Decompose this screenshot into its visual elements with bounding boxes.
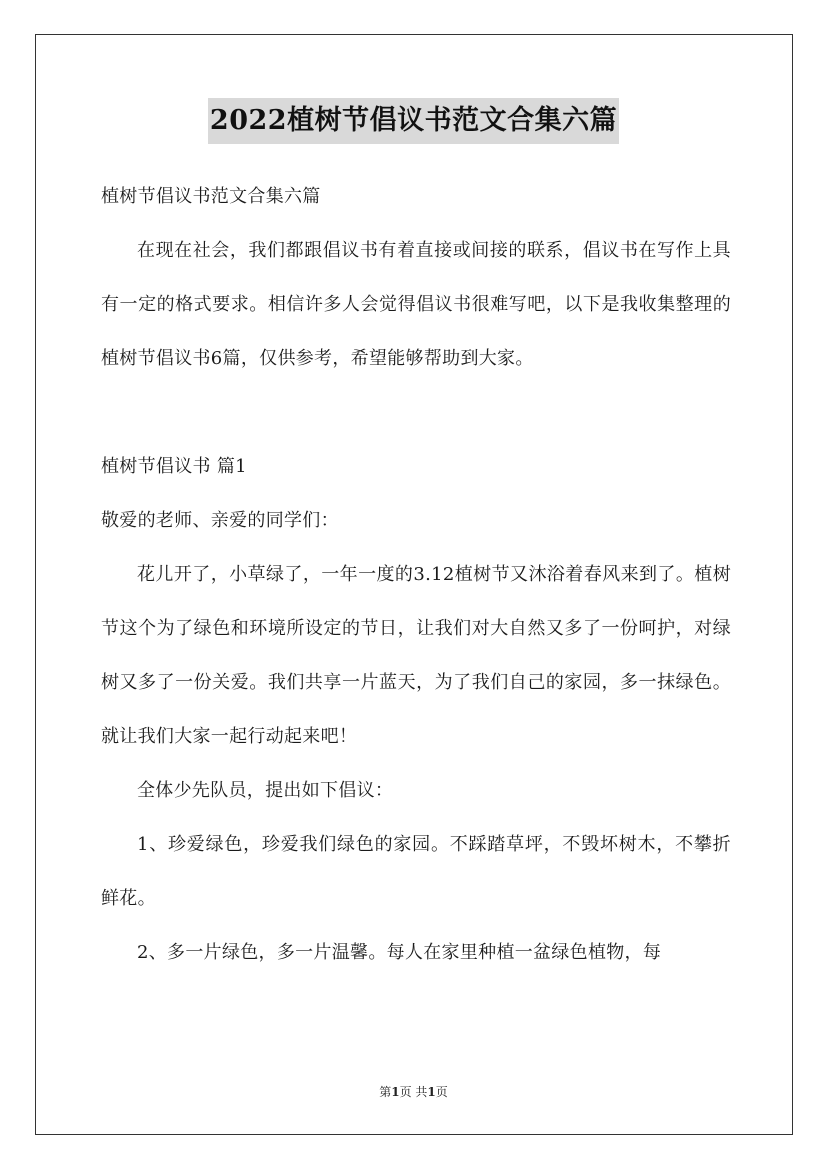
list-item: 2、多一片绿色，多一片温馨。每人在家里种植一盆绿色植物，每 [137,942,662,963]
body-paragraph: 全体少先队员，提出如下倡议： [137,780,394,801]
body-paragraph: 花儿开了，小草绿了，一年一度的3.12植树节又沐浴着春风来到了。植树节这个为了绿色和环境所设定的节日，让我们对大自然又多了一份呵护，对绿树又多了一份关爱。我们共享一片蓝天，为了我们自己的家园，多一抹绿色。就让我们大家一起行动起来吧！ [101,564,731,747]
document-body [101,170,731,980]
footer-page-number: 1 [391,1085,400,1099]
footer-total-prefix: 共 [415,1085,428,1099]
intro-paragraph: 在现在社会，我们都跟倡议书有着直接或间接的联系，倡议书在写作上具有一定的格式要求。相信许多人会觉得倡议书很难写吧，以下是我收集整理的植树节倡议书6篇，仅供参考，希望能够帮助到大家。 [101,240,731,369]
title-container [0,98,827,144]
footer-page-suffix: 页 [399,1085,412,1099]
footer-total-number: 1 [427,1085,436,1099]
blank-line [101,386,731,440]
salutation: 敬爱的老师、亲爱的同学们： [101,510,339,531]
footer-total-suffix: 页 [435,1085,448,1099]
list-item: 1、珍爱绿色，珍爱我们绿色的家园。不踩踏草坪，不毁坏树木，不攀折鲜花。 [101,834,731,909]
section-heading: 植树节倡议书 篇1 [101,456,247,477]
subtitle-line: 植树节倡议书范文合集六篇 [101,186,321,207]
page-footer [0,1083,827,1100]
document-title: 2022植树节倡议书范文合集六篇 [208,98,619,144]
footer-page-prefix: 第 [379,1085,392,1099]
